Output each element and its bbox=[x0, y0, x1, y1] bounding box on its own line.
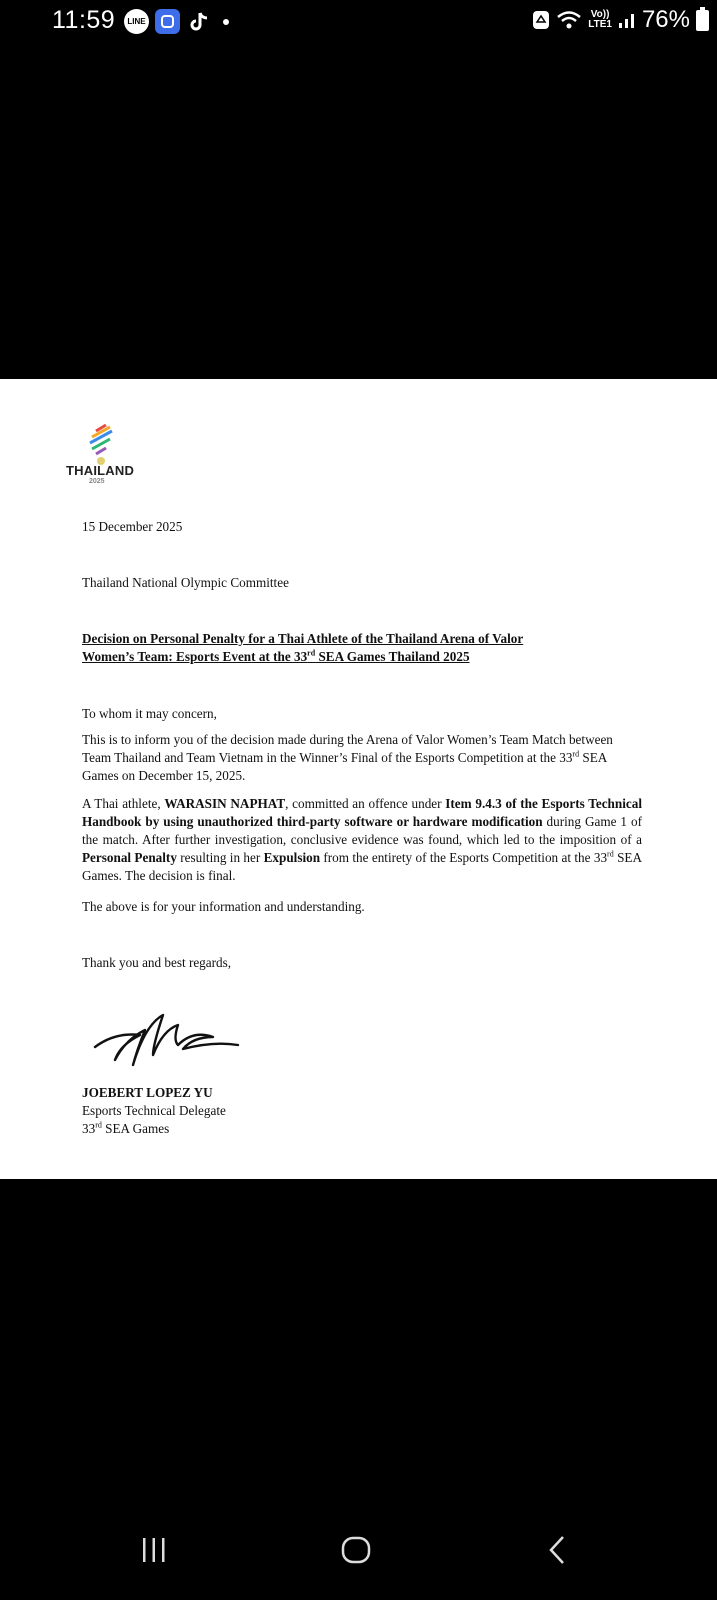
letter-paragraph-2: A Thai athlete, WARASIN NAPHAT, committed an offence under Item 9.4.3 of the Esports Technical Handbook by using unauthorized third-party software or hardware modification during Game 1 of the match. After further investigation, conclusive evidence was found, which led to the imposition of a Personal Penalty resulting in her Expulsion from the entirety of the Esports Competition at the 33rd SEA Games. The decision is final. bbox=[82, 796, 642, 883]
wifi-icon bbox=[556, 10, 582, 30]
home-icon bbox=[340, 1534, 372, 1566]
letter-subject: Decision on Personal Penalty for a Thai Athlete of the Thailand Arena of Valor Women’s Team: Esports Event at the 33rd SEA Games Thailand 2025 bbox=[82, 631, 524, 664]
letter-paragraph-1: This is to inform you of the decision made during the Arena of Valor Women’s Team Match between Team Thailand and Team Vietnam in the Winner’s Final of the Esports Competition at the 33rd SEA Games on December 15, 2025. bbox=[82, 732, 613, 783]
logo-wordmark: THAILAND bbox=[66, 463, 135, 478]
letter-greeting: To whom it may concern, bbox=[82, 706, 217, 721]
signer-name: JOEBERT LOPEZ YU bbox=[82, 1085, 213, 1100]
signer-role: Esports Technical Delegate bbox=[82, 1103, 226, 1118]
navigation-bar bbox=[0, 1520, 717, 1590]
volte-indicator: Vo)) LTE1 bbox=[588, 9, 612, 30]
letter-closing: Thank you and best regards, bbox=[82, 955, 232, 970]
status-bar bbox=[0, 0, 717, 44]
back-button[interactable] bbox=[527, 1530, 587, 1570]
system-icons bbox=[532, 6, 709, 34]
letter-date: 15 December 2025 bbox=[82, 519, 183, 534]
signature-icon bbox=[90, 1007, 250, 1077]
letter-paragraph-3: The above is for your information and understanding. bbox=[82, 899, 365, 914]
recent-apps-button[interactable] bbox=[124, 1530, 184, 1570]
logo-year: 2025 bbox=[89, 478, 105, 485]
tiktok-icon bbox=[186, 9, 211, 34]
battery-percent: 76% bbox=[641, 6, 690, 33]
back-icon bbox=[545, 1534, 569, 1566]
signal-icon bbox=[618, 11, 636, 29]
recycle-icon bbox=[532, 10, 550, 30]
home-button[interactable] bbox=[326, 1530, 386, 1570]
notification-icons bbox=[124, 9, 229, 34]
battery-icon bbox=[696, 10, 709, 31]
clock: 11:59 bbox=[52, 6, 116, 34]
more-notifications-dot bbox=[223, 19, 229, 25]
letter-addressee: Thailand National Olympic Committee bbox=[82, 575, 289, 590]
signer-event: 33rd SEA Games bbox=[82, 1120, 170, 1136]
line-icon: LINE bbox=[124, 9, 149, 34]
recent-apps-icon bbox=[139, 1535, 169, 1565]
letter-document bbox=[0, 379, 717, 1179]
messenger-app-icon bbox=[155, 9, 180, 34]
